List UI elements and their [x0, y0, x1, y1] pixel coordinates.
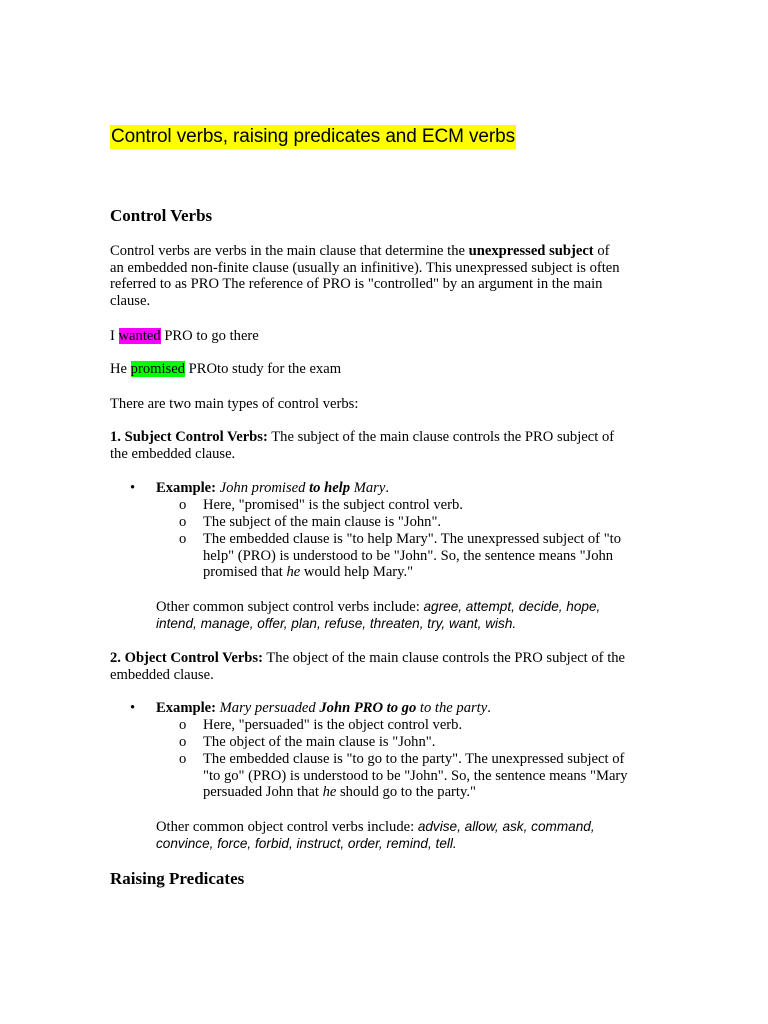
- sub-point: o The subject of the main clause is "John".: [179, 514, 442, 530]
- sub-point: o Here, "persuaded" is the object control verb.: [179, 717, 463, 733]
- sub-bullet-marker: o: [179, 734, 187, 750]
- sub-bullet-marker: o: [179, 497, 187, 513]
- sub-point: o The object of the main clause is "John".: [179, 734, 436, 750]
- object-control-others: Other common object control verbs include: advise, allow, ask, command, convince, force, forbid, instruct, order, remind, tell.: [156, 819, 595, 851]
- object-control-example: Example: Mary persuaded John PRO to go to the party.: [156, 700, 491, 716]
- bullet-marker: •: [130, 700, 136, 716]
- bullet-marker: •: [130, 480, 136, 496]
- sub-bullet-marker: o: [179, 514, 187, 530]
- bold-term: unexpressed subject: [468, 243, 594, 259]
- sub-bullet-marker: o: [179, 531, 187, 547]
- heading-control-verbs: Control Verbs: [110, 206, 213, 225]
- sub-point: o The embedded clause is "to go to the party". The unexpressed subject of "to go" (PRO) is understood to be "John". So, the sentence means "Mary persuaded John that he should go to the party.": [179, 751, 628, 801]
- sub-bullet-marker: o: [179, 751, 187, 767]
- highlight-wanted: wanted: [118, 328, 161, 344]
- object-control-label: 2. Object Control Verbs:: [110, 650, 263, 666]
- highlight-promised: promised: [130, 361, 185, 377]
- heading-raising-predicates: Raising Predicates: [110, 869, 245, 888]
- sub-bullet-marker: o: [179, 717, 187, 733]
- example-sentence-wanted: I wanted PRO to go there: [110, 328, 259, 344]
- document-title: Control verbs, raising predicates and ECM verbs: [111, 126, 515, 147]
- types-intro: There are two main types of control verbs:: [110, 396, 359, 412]
- intro-paragraph: Control verbs are verbs in the main clause that determine the unexpressed subject of an embedded non-finite clause (usually an infinitive). This unexpressed subject is often referred to as PRO The reference of PRO is "controlled" by an argument in the main clause.: [110, 243, 620, 309]
- subject-control-definition: 1. Subject Control Verbs: The subject of the main clause controls the PRO subject of the embedded clause.: [110, 429, 615, 462]
- sub-point: o The embedded clause is "to help Mary". The unexpressed subject of "to help" (PRO) is understood to be "John". So, the sentence means "John promised that he would help Mary.": [179, 531, 622, 581]
- subject-control-example: Example: John promised to help Mary.: [156, 480, 389, 496]
- example-sentence-promised: He promised PROto study for the exam: [110, 361, 342, 377]
- object-control-definition: 2. Object Control Verbs: The object of the main clause controls the PRO subject of the embedded clause.: [110, 650, 626, 683]
- sub-point: o Here, "promised" is the subject control verb.: [179, 497, 463, 513]
- subject-control-label: 1. Subject Control Verbs:: [110, 429, 268, 445]
- subject-control-others: Other common subject control verbs include: agree, attempt, decide, hope, intend, manage, offer, plan, refuse, threaten, try, want, wish.: [156, 599, 601, 631]
